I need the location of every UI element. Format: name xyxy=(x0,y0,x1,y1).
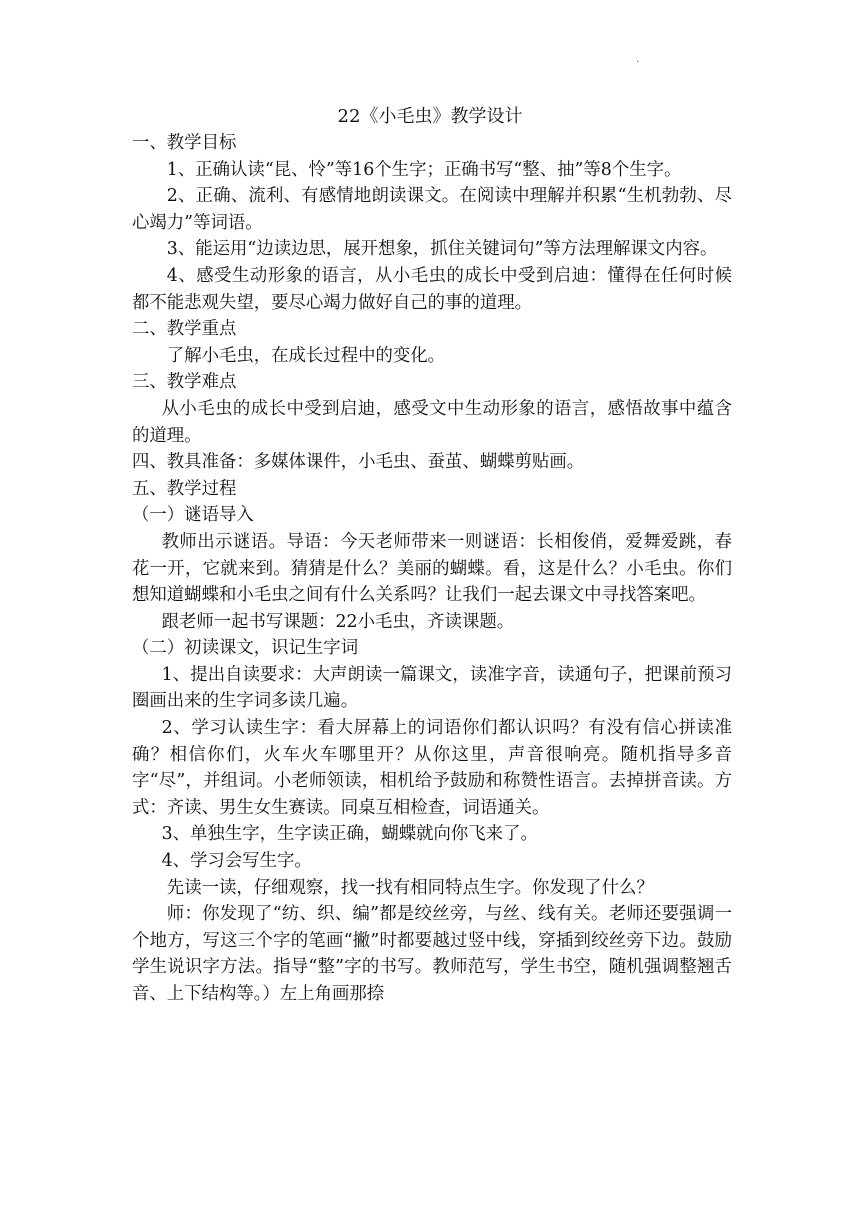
section-heading-objectives: 一、教学目标 xyxy=(132,133,237,153)
objective-2: 2、正确、流利、有感情地朗读课文。在阅读中理解并积累“生机勃勃、尽心竭力”等词语。 xyxy=(132,186,732,233)
section-heading-key-points: 二、教学重点 xyxy=(132,319,237,340)
objective-4: 4、感受生动形象的语言，从小毛虫的成长中受到启迪：懂得在任何时候都不能悲观失望，要尽心竭力做好自己的事的道理。 xyxy=(132,265,732,313)
objective-1: 1、正确认读“昆、怜”等16个生字；正确书写“整、抽”等8个生字。 xyxy=(166,159,682,180)
document-title: 22《小毛虫》教学设计 xyxy=(337,106,523,127)
difficulty-text: 从小毛虫的成长中受到启迪，感受文中生动形象的语言，感悟故事中蕴含的道理。 xyxy=(132,398,732,446)
reading-step-3: 3、单独生字，生字读正确，蝴蝶就向你飞来了。 xyxy=(161,824,538,845)
observation-paragraph: 先读一读，仔细观察，找一找有相同特点生字。你发现了什么？ xyxy=(166,877,654,898)
reading-step-1: 1、提出自读要求：大声朗读一篇课文，读准字音，读通句子，把课前预习圈画出来的生字词多读几遍。 xyxy=(132,664,732,712)
section-heading-process: 五、教学过程 xyxy=(132,478,237,499)
reading-step-4: 4、学习会写生字。 xyxy=(161,851,312,872)
riddle-paragraph: 教师出示谜语。导语：今天老师带来一则谜语：长相俊俏，爱舞爱跳，春花一开，它就来到。猜猜是什么？美丽的蝴蝶。看，这是什么？小毛虫。你们想知道蝴蝶和小毛虫之间有什么关系吗？让我们一起去课文中寻找答案吧。 xyxy=(132,531,732,606)
title-writing-paragraph: 跟老师一起书写课题：22小毛虫，齐读课题。 xyxy=(161,611,515,632)
document-body xyxy=(132,130,732,1008)
header-mark: · xyxy=(636,57,640,68)
section-heading-materials: 四、教具准备：多媒体课件，小毛虫、蚕茧、蝴蝶剪贴画。 xyxy=(132,452,585,473)
subsection-riddle: （一）谜语导入 xyxy=(132,505,254,526)
objective-3: 3、能运用“边读边思，展开想象，抓住关键词句”等方法理解课文内容。 xyxy=(166,239,718,260)
key-point-text: 了解小毛虫，在成长过程中的变化。 xyxy=(166,345,446,366)
teacher-paragraph: 师：你发现了“纺、织、编”都是绞丝旁，与丝、线有关。老师还要强调一个地方，写这三个字的笔画“撇”时都要越过竖中线，穿插到绞丝旁下边。鼓励学生说识字方法。指导“整”字的书写。教师范写，学生书空，随机强调整翘舌音、上下结构等。）左上角画那捺 xyxy=(132,904,732,1004)
subsection-first-reading: （二）初读课文，识记生字词 xyxy=(132,638,359,659)
reading-step-2: 2、学习认读生字：看大屏幕上的词语你们都认识吗？有没有信心拼读准确？相信你们，火车火车哪里开？从你这里，声音很响亮。随机指导多音字“尽”，并组词。小老师领读，相机给予鼓励和称赞性语言。去掉拼音读。方式：齐读、男生女生赛读。同桌互相检查，词语通关。 xyxy=(132,718,732,818)
section-heading-difficulties: 三、教学难点 xyxy=(132,372,237,393)
